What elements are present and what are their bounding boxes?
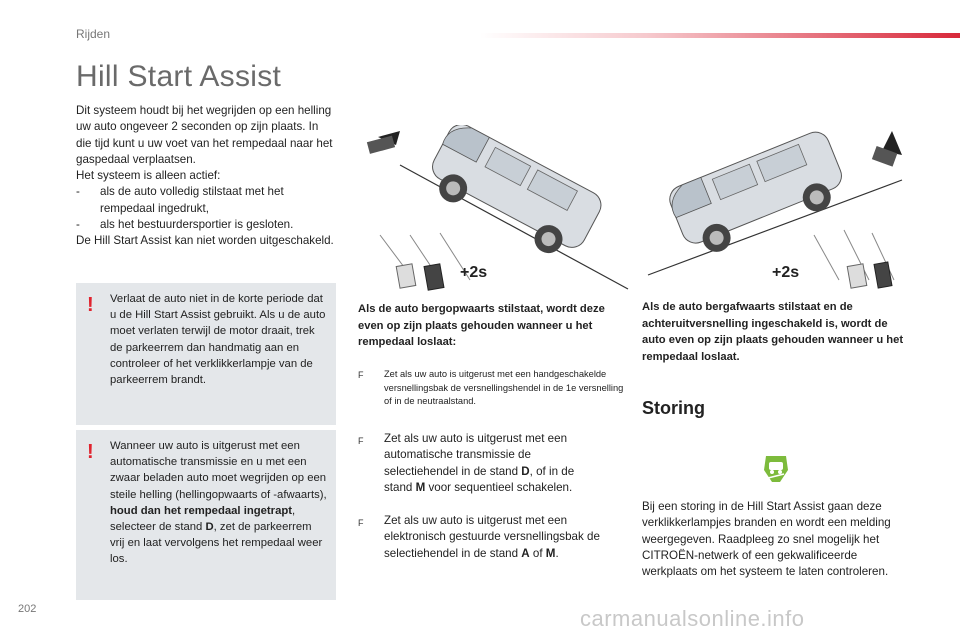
dash-marker: -: [76, 218, 80, 232]
dash-marker: -: [76, 185, 80, 199]
intro-block: [76, 103, 336, 250]
section-label: Rijden: [76, 27, 111, 41]
intro-active-label: Het systeem is alleen actief:: [76, 169, 221, 183]
storing-heading: Storing: [642, 398, 705, 418]
watermark: carmanualsonline.info: [580, 606, 805, 631]
storing-text: Bij een storing in de Hill Start Assist gaan deze verklikkerlampjes branden en wordt een melding weergegeven. Raadpleeg zo snel mogelijk het CITROËN-netwerk of een gekwalificeerde werkplaats om het systeem te laten controleren.: [642, 500, 891, 579]
bullet-manual: F Zet als uw auto is uitgerust met een handgeschakelde versnellingsbak de versnellingshendel in de 1e versnelling of in de neutraalstand.: [358, 368, 626, 409]
bullet-automatic: F Zet als uw auto is uitgerust met een automatische transmissie de selectiehendel in de stand D, of in de stand M voor sequentieel schakelen.: [358, 431, 598, 496]
timer-label: +2s: [772, 264, 800, 281]
hill-assist-warning-lamp-icon: [760, 452, 792, 484]
bullet-marker: F: [358, 370, 364, 380]
downhill-caption: Als de auto bergafwaarts stilstaat en de achteruitversnelling ingeschakeld is, wordt de auto even op zijn plaats gehouden wanneer u het rempedaal loslaat.: [642, 301, 904, 363]
warning-box: [76, 283, 336, 425]
timer-label: +2s: [460, 264, 488, 281]
page-title: Hill Start Assist: [76, 60, 282, 93]
page-number: 202: [18, 603, 37, 615]
intro-note: De Hill Start Assist kan niet worden uitgeschakeld.: [76, 234, 334, 248]
warning-text: Verlaat de auto niet in de korte periode dat u de Hill Start Assist gebruikt. Als u de auto moet verlaten terwijl de motor draait, trek de parkeerrem dan handmatig aan en controleer of het verklikkerlampje van de parkeerrem brandt.: [110, 293, 326, 387]
warning-text: Wanneer uw auto is uitgerust met een automatische transmissie en u met een zwaar beladen auto moet wegrijden op een steile helling (hellingopwaarts of -afwaarts), houd dan het rempedaal ingetrapt, selecteer de stand D, zet de parkeerrem vrij en laat vervolgens het rempedaal weer los.: [110, 440, 327, 566]
downhill-illustration: [644, 125, 906, 293]
header-rule: [480, 33, 960, 38]
warning-icon: !: [87, 294, 94, 316]
warning-icon: !: [87, 441, 94, 463]
intro-paragraph: Dit systeem houdt bij het wegrijden op een helling uw auto ongeveer 2 seconden op zijn plaats. In die tijd kunt u uw voet van het rempedaal naar het gaspedaal verplaatsen.: [76, 104, 333, 166]
bullet-marker: F: [358, 518, 364, 528]
uphill-caption: Als de auto bergopwaarts stilstaat, wordt deze even op zijn plaats gehouden wanneer u het rempedaal loslaat:: [358, 303, 605, 348]
intro-item: - als de auto volledig stilstaat met het rempedaal ingedrukt,: [76, 184, 336, 217]
arrow-icon: [367, 131, 400, 154]
warning-box: [76, 430, 336, 600]
intro-item: - als het bestuurdersportier is gesloten.: [76, 217, 336, 233]
bullet-marker: F: [358, 436, 364, 446]
arrow-icon: [872, 131, 902, 167]
uphill-illustration: [360, 125, 630, 293]
bullet-electronic: F Zet als uw auto is uitgerust met een elektronisch gestuurde versnellingsbak de selectiehendel in de stand A of M.: [358, 513, 620, 562]
